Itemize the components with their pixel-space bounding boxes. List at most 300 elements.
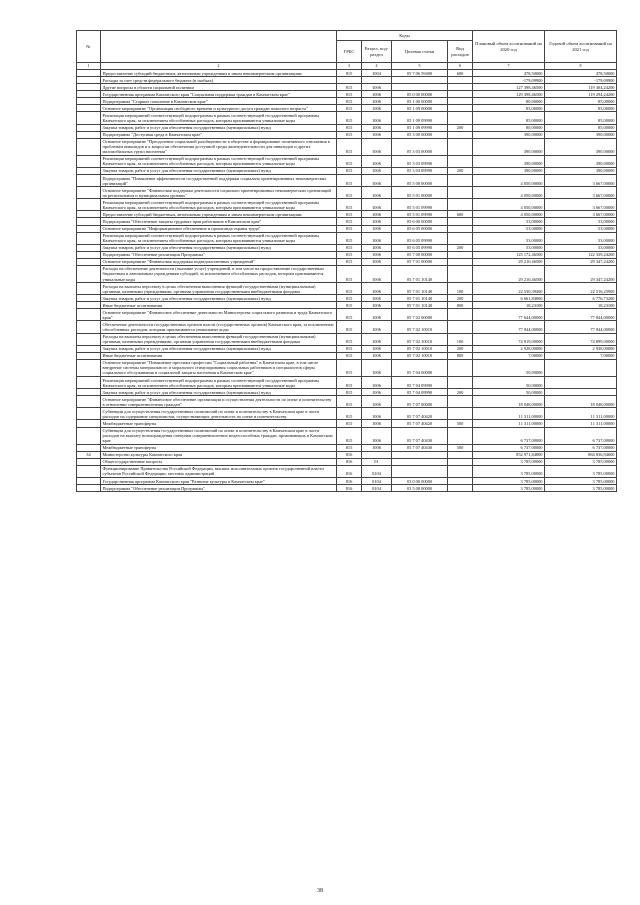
- cell-name: Закупка товаров, работ и услуг для обеспечения государственных (муниципальных) нужд: [101, 167, 337, 174]
- colnum: 7: [473, 63, 545, 70]
- cell-b: 74 899,00000: [545, 333, 617, 345]
- cell-n: [77, 70, 101, 77]
- cell-name: Основное мероприятие "Преодоление социальной разобщенности в обществе и формирование позитивного отношения к проблемам инвалидов и к вопросам обеспечения доступной среды жизнедеятельности для инвалидов и других маломобильных групп населения": [101, 138, 337, 155]
- table-row: [77, 321, 617, 333]
- cell-r: 1006: [362, 333, 392, 345]
- cell-v: 600: [448, 211, 473, 218]
- cell-b: 3 785,00000: [545, 465, 617, 477]
- table-body: [77, 70, 617, 492]
- cell-n: [77, 359, 101, 376]
- table-row: [77, 420, 617, 427]
- cell-a: 852 971,84800: [473, 451, 545, 458]
- table-row: [77, 444, 617, 451]
- cell-a: 3 785,00000: [473, 478, 545, 485]
- cell-r: 1006: [362, 377, 392, 389]
- cell-v: [448, 199, 473, 211]
- cell-r: 1006: [362, 251, 392, 258]
- cell-a: 80,00000: [473, 98, 545, 105]
- cell-n: [77, 187, 101, 199]
- cell-name: Подпрограмма "Повышение эффективности государственной поддержки социально ориентированных некоммерческих организаций": [101, 175, 337, 187]
- cell-a: 129 398,46500: [473, 91, 545, 98]
- cell-r: 1006: [362, 232, 392, 244]
- cell-v: [448, 175, 473, 187]
- table-row: [77, 105, 617, 112]
- cell-c: 05 5 01 09990: [392, 211, 448, 218]
- cell-v: 200: [448, 167, 473, 174]
- cell-n: [77, 478, 101, 485]
- cell-r: 1006: [362, 112, 392, 124]
- cell-a: 74 919,00000: [473, 333, 545, 345]
- cell-name: Основное мероприятие "Финансовая поддержка деятельности социально ориентированных некоммерческих организаций на региональном и муниципальном уровнях": [101, 187, 337, 199]
- cell-b: 85,00000: [545, 98, 617, 105]
- table-row: [77, 359, 617, 376]
- cell-b: 3 785,00000: [545, 485, 617, 492]
- cell-name: Реализация мероприятий соответствующей подпрограммы в рамках соответствующей государственной программы Камчатского края, за исключением обособленных расходов, которым присваиваются уникальные коды: [101, 155, 337, 167]
- table-row: [77, 478, 617, 485]
- cell-n: [77, 244, 101, 251]
- cell-a: 85,00000: [473, 112, 545, 124]
- cell-c: 05 7 07 40420: [392, 420, 448, 427]
- cell-c: 03 5 00 00000: [392, 485, 448, 492]
- cell-a: 50,00000: [473, 377, 545, 389]
- cell-name: Закупка товаров, работ и услуг для обеспечения государственных (муниципальных) нужд: [101, 124, 337, 131]
- cell-v: [448, 218, 473, 225]
- table-row: [77, 451, 617, 458]
- cell-n: [77, 427, 101, 444]
- cell-a: 29 210,46500: [473, 258, 545, 265]
- cell-g: 815: [337, 389, 362, 396]
- cell-v: [448, 258, 473, 265]
- cell-v: [448, 84, 473, 91]
- cell-n: [77, 321, 101, 333]
- cell-n: [77, 225, 101, 232]
- cell-b: 53,00000: [545, 218, 617, 225]
- cell-v: [448, 112, 473, 124]
- cell-v: [448, 105, 473, 112]
- cell-g: 815: [337, 91, 362, 98]
- cell-c: 05 7 01 00000: [392, 258, 448, 265]
- cell-a: 11 311,00000: [473, 420, 545, 427]
- cell-b: 18,23100: [545, 302, 617, 309]
- cell-n: 34: [77, 451, 101, 458]
- cell-v: 100: [448, 283, 473, 295]
- cell-g: 816: [337, 465, 362, 477]
- cell-name: Реализация мероприятий соответствующей подпрограммы в рамках соответствующей государственной программы Камчатского края, за исключением обособленных расходов, которым присваиваются уникальные коды: [101, 377, 337, 389]
- cell-r: 1006: [362, 211, 392, 218]
- cell-r: 1006: [362, 131, 392, 138]
- cell-name: Реализация мероприятий соответствующей подпрограммы в рамках соответствующей государственной программы Камчатского края, за исключением обособленных расходов, которым присваиваются уникальные коды: [101, 232, 337, 244]
- cell-a: 478,50000: [473, 70, 545, 77]
- cell-c: [392, 458, 448, 465]
- cell-c: 05 7 06 59400: [392, 70, 448, 77]
- cell-name: Закупка товаров, работ и услуг для обеспечения государственных (муниципальных) нужд: [101, 389, 337, 396]
- cell-g: 815: [337, 211, 362, 218]
- cell-v: 200: [448, 295, 473, 302]
- table-row: [77, 333, 617, 345]
- cell-r: 1006: [362, 91, 392, 98]
- table-row: [77, 465, 617, 477]
- cell-c: 05 3 03 09990: [392, 155, 448, 167]
- cell-c: 05 7 07 40430: [392, 444, 448, 451]
- budget-table: [76, 30, 617, 492]
- cell-g: 815: [337, 84, 362, 91]
- cell-c: 05 6 00 00000: [392, 218, 448, 225]
- cell-a: 390,00000: [473, 167, 545, 174]
- cell-g: 815: [337, 283, 362, 295]
- cell-g: 815: [337, 244, 362, 251]
- cell-g: 816: [337, 451, 362, 458]
- cell-b: 390,00000: [545, 138, 617, 155]
- cell-c: 05 7 02 10010: [392, 321, 448, 333]
- cell-n: [77, 91, 101, 98]
- table-row: [77, 84, 617, 91]
- cell-n: [77, 251, 101, 258]
- cell-name: Субвенции для осуществления государственных полномочий по опеке и попечительству в Камчатском крае в части расходов на выплату вознаграждения опекунам совершеннолетних недееспособных граждан, проживающих в Камчатском крае: [101, 427, 337, 444]
- cell-name: Реализация мероприятий соответствующей подпрограммы в рамках соответствующей государственной программы Камчатского края, за исключением обособленных расходов, которым присваиваются уникальные коды: [101, 199, 337, 211]
- cell-g: 815: [337, 112, 362, 124]
- cell-n: [77, 218, 101, 225]
- cell-n: [77, 408, 101, 420]
- cell-c: 05 7 01 10140: [392, 302, 448, 309]
- colnum: 4: [362, 63, 392, 70]
- cell-n: [77, 155, 101, 167]
- cell-v: [448, 465, 473, 477]
- cell-n: [77, 131, 101, 138]
- cell-g: 816: [337, 485, 362, 492]
- cell-b: 390,00000: [545, 131, 617, 138]
- cell-g: 815: [337, 302, 362, 309]
- cell-name: Предоставление субсидий бюджетным, автономным учреждениям и иным некоммерческим организациям: [101, 211, 337, 218]
- cell-r: 1006: [362, 265, 392, 282]
- cell-v: [448, 451, 473, 458]
- cell-n: [77, 112, 101, 124]
- cell-n: [77, 175, 101, 187]
- table-row: [77, 155, 617, 167]
- table-row: [77, 77, 617, 84]
- cell-name: Функционирование Правительства Российской Федерации, высших исполнительных органов государственной власти субъектов Российской Федерации, местных администраций: [101, 465, 337, 477]
- cell-v: 100: [448, 333, 473, 345]
- cell-name: Реализация мероприятий соответствующей подпрограммы в рамках соответствующей государственной программы Камчатского края, за исключением обособленных расходов, которым присваиваются уникальные коды: [101, 112, 337, 124]
- cell-b: 53,00000: [545, 225, 617, 232]
- table-row: [77, 408, 617, 420]
- cell-name: Закупка товаров, работ и услуг для обеспечения государственных (муниципальных) нужд: [101, 295, 337, 302]
- cell-b: [545, 389, 617, 396]
- cell-r: [362, 77, 392, 84]
- cell-n: [77, 352, 101, 359]
- cell-g: 815: [337, 199, 362, 211]
- cell-a: 6 737,00000: [473, 444, 545, 451]
- cell-v: [448, 458, 473, 465]
- cell-r: 1006: [362, 396, 392, 408]
- cell-b: 22 516,25900: [545, 283, 617, 295]
- cell-r: 1006: [362, 218, 392, 225]
- cell-name: Иные бюджетные ассигнования: [101, 352, 337, 359]
- cell-name: Расходы на выплаты персоналу в целях обеспечения выполнения функций государственными (муниципальными) органами, казенными учреждениями, органами управления государственными внебюджетными фондами: [101, 333, 337, 345]
- cell-n: [77, 485, 101, 492]
- cell-n: [77, 283, 101, 295]
- cell-b: -179,09900: [545, 77, 617, 84]
- cell-v: 200: [448, 244, 473, 251]
- cell-r: 0104: [362, 478, 392, 485]
- cell-name: Подпрограмма "Обеспечение реализации Программы": [101, 251, 337, 258]
- cell-b: 884 836,94600: [545, 451, 617, 458]
- table-row: [77, 131, 617, 138]
- table-row: [77, 295, 617, 302]
- cell-r: 1006: [362, 175, 392, 187]
- cell-c: 05 7 02 10010: [392, 333, 448, 345]
- cell-c: 05 5 00 00000: [392, 175, 448, 187]
- cell-name: Основное мероприятие "Финансовое обеспечение деятельности Министерства социального развития и труда Камчатского края": [101, 309, 337, 321]
- cell-g: 815: [337, 396, 362, 408]
- cell-g: 815: [337, 345, 362, 352]
- cell-r: 1006: [362, 105, 392, 112]
- cell-a: 3 785,00000: [473, 485, 545, 492]
- cell-v: [448, 155, 473, 167]
- header-celevaya: Целевая статья: [392, 41, 448, 63]
- cell-n: [77, 302, 101, 309]
- cell-r: 1006: [362, 138, 392, 155]
- cell-r: 1006: [362, 359, 392, 376]
- cell-v: [448, 131, 473, 138]
- cell-r: 1006: [362, 309, 392, 321]
- cell-a: 6 737,00000: [473, 427, 545, 444]
- cell-c: 05 7 07 00000: [392, 396, 448, 408]
- table-row: [77, 302, 617, 309]
- cell-name: Подпрограмма "Старшее поколение в Камчатском крае": [101, 98, 337, 105]
- header-volume-2020: Плановый объем ассигнований на 2020 год: [473, 31, 545, 63]
- cell-b: 6 737,00000: [545, 444, 617, 451]
- table-row: [77, 258, 617, 265]
- cell-g: 815: [337, 377, 362, 389]
- cell-n: [77, 138, 101, 155]
- cell-r: 1006: [362, 420, 392, 427]
- cell-name: Другие вопросы в области социальной политики: [101, 84, 337, 91]
- cell-g: 815: [337, 444, 362, 451]
- cell-g: 815: [337, 321, 362, 333]
- cell-v: [448, 359, 473, 376]
- cell-b: 29 347,24200: [545, 258, 617, 265]
- cell-g: 815: [337, 155, 362, 167]
- cell-c: [392, 84, 448, 91]
- cell-v: 600: [448, 70, 473, 77]
- cell-r: 1006: [362, 244, 392, 251]
- cell-v: [448, 138, 473, 155]
- cell-g: 815: [337, 309, 362, 321]
- cell-a: 18,23100: [473, 302, 545, 309]
- cell-c: 05 7 07 40430: [392, 427, 448, 444]
- cell-v: [448, 377, 473, 389]
- cell-c: 05 3 03 00000: [392, 138, 448, 155]
- cell-n: [77, 458, 101, 465]
- cell-name: Подпрограмма "Обеспечение защиты трудовых прав работников в Камчатском крае": [101, 218, 337, 225]
- cell-c: 05 3 03 09990: [392, 167, 448, 174]
- cell-b: 85,00000: [545, 105, 617, 112]
- cell-c: 05 0 00 00000: [392, 91, 448, 98]
- cell-a: 53,00000: [473, 244, 545, 251]
- cell-name: Расходы на обеспечение деятельности (оказание услуг) учреждений, в том числе на предоставление государственным бюджетным и автономным учреждениям субсидий, за исключением обособленных расходов, которым присваиваются уникальные коды: [101, 265, 337, 282]
- cell-g: 815: [337, 187, 362, 199]
- cell-r: 1006: [362, 187, 392, 199]
- cell-v: 200: [448, 389, 473, 396]
- header-grbs: ГРБС: [337, 41, 362, 63]
- cell-g: 815: [337, 138, 362, 155]
- cell-b: 85,00000: [545, 112, 617, 124]
- cell-a: 6 661,84800: [473, 295, 545, 302]
- table-row: [77, 167, 617, 174]
- cell-c: [392, 465, 448, 477]
- cell-n: [77, 211, 101, 218]
- cell-n: [77, 465, 101, 477]
- cell-g: 815: [337, 420, 362, 427]
- cell-g: 815: [337, 232, 362, 244]
- table-row: [77, 124, 617, 131]
- table-row: [77, 138, 617, 155]
- cell-c: 05 7 04 09990: [392, 389, 448, 396]
- cell-g: 815: [337, 124, 362, 131]
- cell-name: Основное мероприятие "Финансовая поддержка подведомственных учреждений": [101, 258, 337, 265]
- cell-b: 119 304,24200: [545, 84, 617, 91]
- cell-v: 800: [448, 352, 473, 359]
- cell-c: 05 3 00 00000: [392, 131, 448, 138]
- cell-r: 1006: [362, 155, 392, 167]
- table-row: [77, 389, 617, 396]
- cell-n: [77, 345, 101, 352]
- table-row: [77, 211, 617, 218]
- cell-name: Основное мероприятие "Организация свободного времени и культурного досуга граждан пожилого возраста": [101, 105, 337, 112]
- cell-r: 01: [362, 458, 392, 465]
- cell-r: 1006: [362, 295, 392, 302]
- cell-v: [448, 265, 473, 282]
- cell-b: 390,00000: [545, 167, 617, 174]
- cell-b: [545, 359, 617, 376]
- cell-b: 3 785,00000: [545, 458, 617, 465]
- cell-name: Предоставление субсидий бюджетным, автономным учреждениям и иным некоммерческим организациям: [101, 70, 337, 77]
- cell-g: 815: [337, 295, 362, 302]
- cell-b: 478,50000: [545, 70, 617, 77]
- cell-b: 85,00000: [545, 124, 617, 131]
- cell-r: 1006: [362, 283, 392, 295]
- cell-a: 390,00000: [473, 138, 545, 155]
- cell-c: 05 7 01 10140: [392, 295, 448, 302]
- cell-v: [448, 232, 473, 244]
- cell-a: 390,00000: [473, 155, 545, 167]
- cell-name: Общегосударственные вопросы: [101, 458, 337, 465]
- cell-v: 200: [448, 124, 473, 131]
- table-row: [77, 377, 617, 389]
- cell-c: 03 0 00 00000: [392, 478, 448, 485]
- table-row: [77, 199, 617, 211]
- colnum: 2: [101, 63, 337, 70]
- cell-n: [77, 84, 101, 91]
- cell-n: [77, 124, 101, 131]
- cell-name: Межбюджетные трансферты: [101, 420, 337, 427]
- cell-b: 3 785,00000: [545, 478, 617, 485]
- cell-r: 1006: [362, 427, 392, 444]
- cell-a: 4 050,00000: [473, 199, 545, 211]
- cell-b: 11 311,00000: [545, 420, 617, 427]
- cell-b: 6 776,73200: [545, 295, 617, 302]
- cell-r: 1006: [362, 199, 392, 211]
- table-row: [77, 218, 617, 225]
- cell-c: 05 1 09 00000: [392, 105, 448, 112]
- cell-n: [77, 199, 101, 211]
- cell-r: 0104: [362, 465, 392, 477]
- colnum: 6: [448, 63, 473, 70]
- cell-v: [448, 251, 473, 258]
- cell-n: [77, 309, 101, 321]
- cell-v: 800: [448, 302, 473, 309]
- cell-v: 500: [448, 444, 473, 451]
- cell-v: 200: [448, 345, 473, 352]
- cell-g: 815: [337, 359, 362, 376]
- table-row: [77, 112, 617, 124]
- cell-r: 1006: [362, 389, 392, 396]
- cell-a: 3 785,00000: [473, 458, 545, 465]
- cell-c: 05 1 00 00000: [392, 98, 448, 105]
- table-row: [77, 427, 617, 444]
- cell-a: 125 172,46500: [473, 251, 545, 258]
- cell-n: [77, 98, 101, 105]
- cell-r: 1006: [362, 321, 392, 333]
- cell-g: 815: [337, 175, 362, 187]
- cell-c: 05 7 01 10140: [392, 265, 448, 282]
- cell-a: 53,00000: [473, 225, 545, 232]
- cell-c: 05 7 01 10140: [392, 283, 448, 295]
- cell-r: 1006: [362, 302, 392, 309]
- cell-c: 05 6 05 09990: [392, 232, 448, 244]
- cell-n: [77, 265, 101, 282]
- colnum: 8: [545, 63, 617, 70]
- cell-name: Закупка товаров, работ и услуг для обеспечения государственных (муниципальных) нужд: [101, 244, 337, 251]
- cell-n: [77, 444, 101, 451]
- cell-b: 3 667,00000: [545, 211, 617, 218]
- colnum: 5: [392, 63, 448, 70]
- cell-v: [448, 427, 473, 444]
- cell-g: 815: [337, 352, 362, 359]
- cell-v: [448, 408, 473, 420]
- cell-g: 815: [337, 251, 362, 258]
- cell-b: 53,00000: [545, 232, 617, 244]
- cell-a: 127 398,46500: [473, 84, 545, 91]
- cell-name: Иные бюджетные ассигнования: [101, 302, 337, 309]
- cell-b: 3 667,00000: [545, 199, 617, 211]
- cell-g: 815: [337, 218, 362, 225]
- cell-g: 815: [337, 131, 362, 138]
- cell-name: Подпрограмма "Обеспечение реализации Программы": [101, 485, 337, 492]
- cell-g: 815: [337, 427, 362, 444]
- cell-r: 1006: [362, 98, 392, 105]
- cell-v: [448, 396, 473, 408]
- cell-c: 05 7 07 40420: [392, 408, 448, 420]
- cell-n: [77, 258, 101, 265]
- cell-b: [545, 377, 617, 389]
- cell-c: 05 7 02 00000: [392, 309, 448, 321]
- cell-r: 1006: [362, 124, 392, 131]
- cell-a: 18 048,00000: [473, 396, 545, 408]
- cell-a: 29 210,46500: [473, 265, 545, 282]
- cell-r: 1006: [362, 258, 392, 265]
- cell-g: 815: [337, 333, 362, 345]
- cell-name: Основное мероприятие "Информационное обеспечение и пропаганда охраны труда": [101, 225, 337, 232]
- cell-a: 3 785,00000: [473, 465, 545, 477]
- cell-g: 815: [337, 98, 362, 105]
- cell-a: 77 644,00000: [473, 309, 545, 321]
- cell-v: [448, 77, 473, 84]
- cell-b: 77 844,00000: [545, 309, 617, 321]
- cell-v: [448, 478, 473, 485]
- cell-a: 50,00000: [473, 389, 545, 396]
- cell-a: 80,00000: [473, 124, 545, 131]
